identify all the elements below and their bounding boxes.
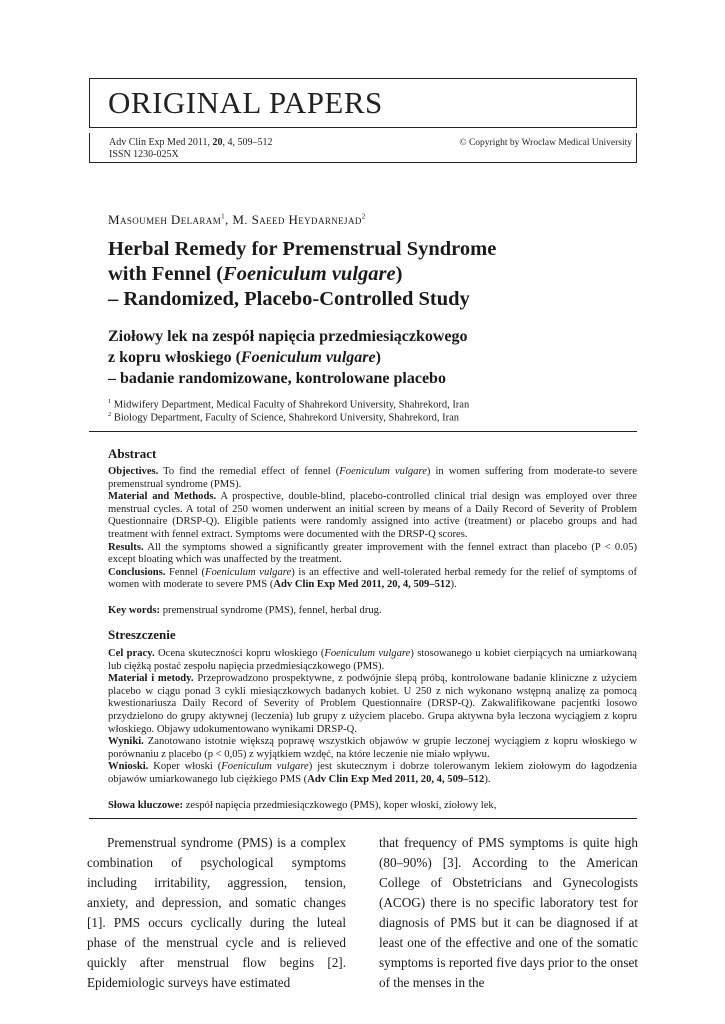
affiliation-1: $^1$ Midwifery Department, Medical Faculty of Shahrekord University, Shahrekord, Iran	[108, 398, 470, 411]
affiliation-2: $^2$ Biology Department, Faculty of Science, Shahrekord University, Shahrekord, Iran	[108, 411, 460, 424]
citation-box	[89, 133, 637, 163]
author-1: Masoumeh Delaram	[108, 212, 222, 227]
body-column-left: Premenstrual syndrome (PMS) is a complex combination of psychological symptoms including irritability, aggression, tension, anxiety, and depression, and somatic changes [1]. PMS occurs cyclically during the luteal phase of the menstrual cycle and is relieved quickly after menstrual flow begins [2]. Epidemiologic surveys have estimated	[87, 835, 346, 990]
article-title-english: Herbal Remedy for Premenstrual Syndrome with Fennel (Foeniculum vulgare) – Randomized, Placebo-Controlled Study	[108, 238, 497, 310]
divider-bottom	[89, 818, 637, 819]
body-column-right: that frequency of PMS symptoms is quite high (80–90%) [3]. According to the American College of Obstetricians and Gynecologists (ACOG) there is no specific laboratory test for diagnosis of PMS but it can be diagnosed if at least one of the effective and one of the somatic symptoms is reported five days prior to the onset of the menses in the	[379, 835, 638, 990]
article-title-polish: Ziołowy lek na zespół napięcia przedmiesiączkowego z kopru włoskiego (Foeniculum vulgare) – badanie randomizowane, kontrolowane placebo	[108, 328, 468, 387]
section-title: ORIGINAL PAPERS	[108, 85, 383, 120]
author-2: M. Saeed Heydarnejad	[232, 212, 362, 227]
divider-top	[89, 431, 637, 432]
section-header-box	[89, 78, 637, 128]
copyright: © Copyright by Wroclaw Medical University	[459, 138, 632, 148]
abstract-body: Objectives. To find the remedial effect of fennel (Foeniculum vulgare) in women suffering from moderate-to severe premenstrual syndrome (PMS). Material and Methods. A prospective, double-blind, placebo-controlled clinical trial design was employed over three menstrual cycles. A total of 250 women underwent an initial screen by means of a Daily Record of Severity of Problem Questionnaire (DRSP-Q). Eligible patients were randomly assigned into active (treatment) or placebo groups and had treatment with fennel extract. Symptoms were documented with the DRSP-Q scores. Results. All the symptoms showed a significantly greater improvement with the fennel extract than placebo (P < 0.05) except bloating which was unaffected by the treatment. Conclusions. Fennel (Foeniculum vulgare) is an effective and well-tolerated herbal remedy for the relief of symptoms of women with moderate to severe PMS (Adv Clin Exp Med 2011, 20, 4, 509–512).	[108, 466, 638, 591]
streszczenie-body: Cel pracy. Ocena skuteczności kopru włoskiego (Foeniculum vulgare) stosowanego u kobiet cierpiących na umiarkowaną lub ciężką postać zespołu napięcia przedmiesiączkowego (PMS). Materiał i metody. Przeprowadzono prospektywne, z podwójnie ślepą próbą, kontrolowane badanie kliniczne z użyciem placebo w ciągu ponad 3 cykli miesiączkowych badanych kobiet. U 250 z nich wykonano wstępną analizę za pomocą kwestionariusza Daily Record of Severity of Problem Questionnaire (DRSP-Q). Zakwalifikowane pacjentki losowo przydzielono do grupy aktywnej (leczenia) lub grupy z użyciem placebo. Grupa aktywna była leczona wyciągiem z kopru włoskiego. Objawy udokumentowano wynikami DRSP-Q. Wyniki. Zanotowano istotnie większą poprawę wszystkich objawów w grupie leczonej wyciągiem z kopru włoskiego w porównaniu z placebo (p < 0,05) z wyjątkiem wzdęć, na które leczenie nie miało wpływu. Wnioski. Koper włoski (Foeniculum vulgare) jest skutecznym i dobrze tolerowanym lekiem ziołowym do łagodzenia objawów umiarkowanego lub ciężkiego PMS (Adv Clin Exp Med 2011, 20, 4, 509–512).	[108, 648, 638, 785]
issn: ISSN 1230-025X	[109, 149, 179, 160]
journal-citation: Adv Clin Exp Med 2011, 20, 4, 509–512	[109, 137, 273, 148]
authors-line: Masoumeh Delaram$^1$, M. Saeed Heydarnejad$^2$	[108, 212, 366, 227]
abstract-heading: Abstract	[108, 446, 157, 461]
streszczenie-heading: Streszczenie	[108, 627, 176, 642]
streszczenie-keywords: Słowa kluczowe: zespół napięcia przedmiesiączkowego (PMS), koper włoski, ziołowy lek,	[108, 800, 497, 811]
abstract-keywords: Key words: premenstrual syndrome (PMS), fennel, herbal drug.	[108, 605, 382, 616]
